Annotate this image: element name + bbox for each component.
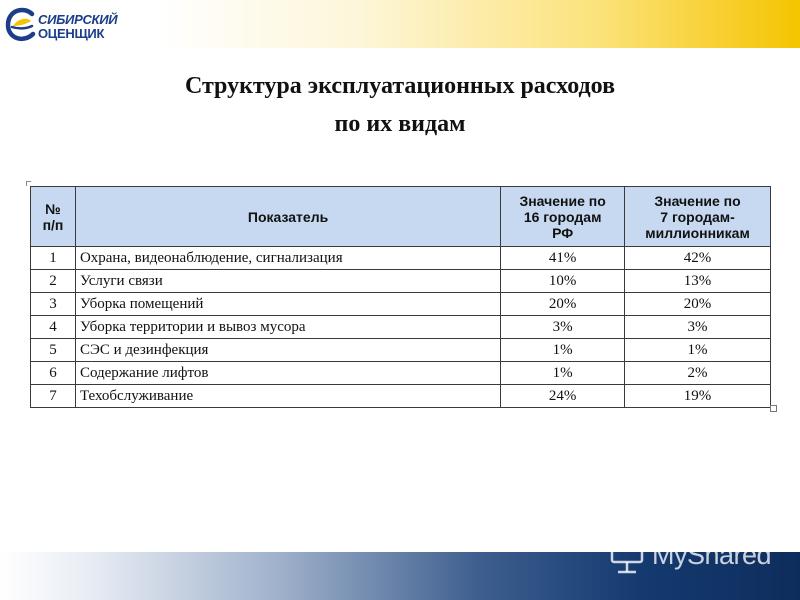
header-7-line3: миллионникам	[645, 224, 750, 241]
table-row	[31, 362, 771, 385]
header-num	[31, 187, 76, 247]
cell-value-7: 2%	[625, 362, 771, 385]
table-row	[31, 385, 771, 408]
cell-value-16: 1%	[501, 339, 625, 362]
cell-value-7: 19%	[625, 385, 771, 408]
cell-num: 1	[31, 247, 76, 270]
cell-value-7: 3%	[625, 316, 771, 339]
cell-num: 3	[31, 293, 76, 316]
table-row	[31, 247, 771, 270]
header-16-line1: Значение по	[519, 192, 606, 209]
cell-value-16: 1%	[501, 362, 625, 385]
slide-title-line2: по их видам	[334, 111, 466, 137]
cell-num: 4	[31, 316, 76, 339]
table-header-row	[31, 187, 771, 247]
header-num-line2: п/п	[42, 216, 64, 233]
header-16-line3: РФ	[552, 224, 574, 241]
cell-value-7: 1%	[625, 339, 771, 362]
cell-indicator: Содержание лифтов	[75, 362, 500, 385]
cell-indicator: СЭС и дезинфекция	[75, 339, 500, 362]
cell-value-16: 24%	[501, 385, 625, 408]
cell-value-16: 41%	[501, 247, 625, 270]
header-indicator: Показатель	[75, 187, 500, 247]
cell-value-7: 42%	[625, 247, 771, 270]
cell-value-7: 20%	[625, 293, 771, 316]
watermark-text: MyShared	[652, 540, 772, 570]
cell-indicator: Уборка помещений	[75, 293, 500, 316]
logo	[2, 5, 118, 45]
header-7-line1: Значение по	[654, 192, 741, 209]
header-7-cities	[625, 187, 771, 247]
presentation-board-icon	[608, 536, 648, 576]
cell-num: 5	[31, 339, 76, 362]
cell-value-16: 3%	[501, 316, 625, 339]
cell-num: 2	[31, 270, 76, 293]
table-row	[31, 293, 771, 316]
expenses-table	[30, 186, 771, 408]
cell-indicator: Услуги связи	[75, 270, 500, 293]
header-num-line1: №	[45, 200, 61, 217]
cell-value-7: 13%	[625, 270, 771, 293]
logo-text-line2: ОЦЕНЩИК	[38, 26, 105, 41]
logo-text-line1: СИБИРСКИЙ	[38, 12, 118, 27]
cell-num: 7	[31, 385, 76, 408]
slide-title-line1: Структура эксплуатационных расходов	[184, 73, 616, 99]
header-16-cities	[501, 187, 625, 247]
logo-e-icon	[2, 5, 42, 45]
cell-indicator: Уборка территории и вывоз мусора	[75, 316, 500, 339]
top-gradient-band	[0, 0, 800, 48]
table-row	[31, 270, 771, 293]
watermark	[606, 536, 786, 576]
cell-value-16: 10%	[501, 270, 625, 293]
cell-num: 6	[31, 362, 76, 385]
header-16-line2: 16 городам	[523, 208, 602, 225]
table-resize-handle[interactable]	[770, 405, 777, 412]
cell-indicator: Охрана, видеонаблюдение, сигнализация	[75, 247, 500, 270]
cell-value-16: 20%	[501, 293, 625, 316]
table-row	[31, 339, 771, 362]
cell-indicator: Техобслуживание	[75, 385, 500, 408]
header-7-line2: 7 городам-	[660, 208, 735, 225]
table-row	[31, 316, 771, 339]
